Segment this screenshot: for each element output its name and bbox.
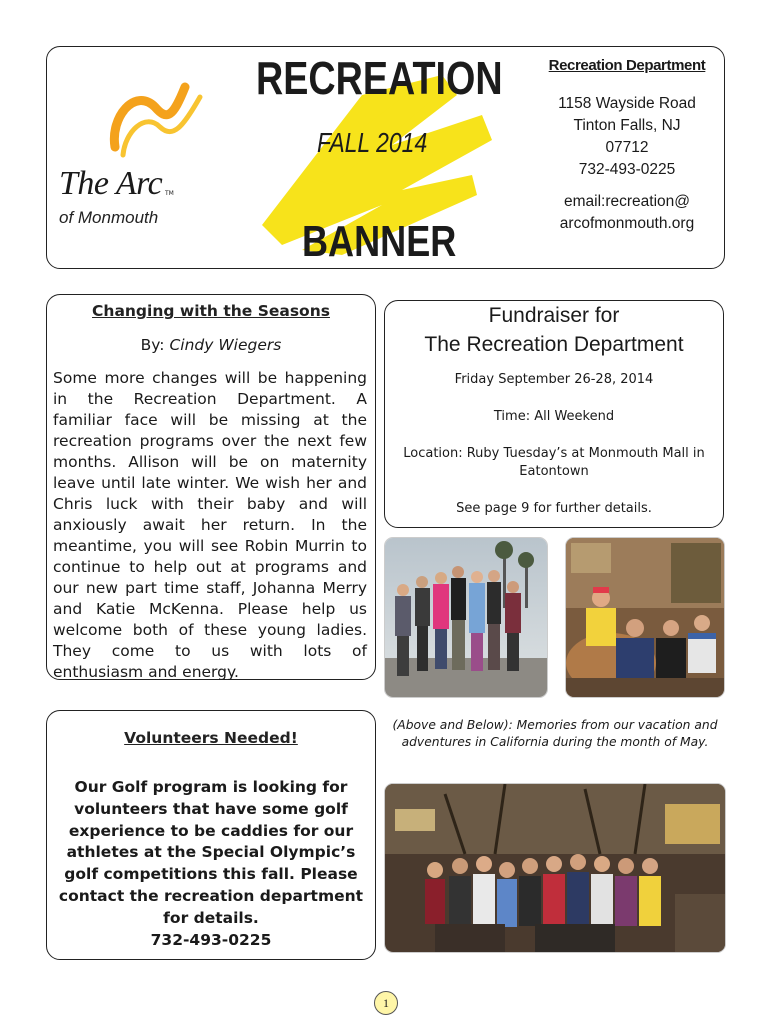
logo-trademark: TM [165, 190, 174, 197]
arc-logo [57, 77, 237, 247]
newsletter-title-bottom: BANNER [302, 217, 457, 266]
logo-name: The Arc [59, 165, 163, 202]
contact-block [532, 55, 722, 235]
logo-location: of Monmouth [59, 208, 159, 227]
arc-swoosh-icon [105, 77, 225, 172]
header-banner [46, 46, 725, 269]
photo-caption: (Above and Below): Memories from our vacation and adventures in California during the month of May. [392, 718, 718, 749]
page-number: 1 [374, 991, 398, 1015]
byline-by: By: [140, 336, 165, 354]
volunteers-phone: 732-493-0225 [150, 930, 272, 949]
contact-dept: Recreation Department [548, 57, 706, 74]
seasons-body: Some more changes will be happening in the Recreation Department. A familiar face will be missing at the recreation programs over the next few months. Allison will be on maternity leave until late winter. We wish her and Chris luck with their baby and will anxiously await her return. In the meantime, you will see Robin Murrin to continue to help out at programs and our new part time staff, Johanna Merry and Katie McKenna. Please help us welcome both of these young ladies. They come to us with lots of enthusiasm and energy. [53, 369, 367, 681]
fundraiser-location: Location: Ruby Tuesday’s at Monmouth Mall in Eatontown [403, 446, 705, 479]
fundraiser-heading-line2: The Recreation Department [424, 333, 684, 356]
volunteers-article [46, 710, 376, 960]
volunteers-body: Our Golf program is looking for volunteers that have some golf experience to be caddies for our athletes at the Special Olympic’s golf competitions this fall. Please contact the recreation department for details. [58, 778, 364, 927]
fundraiser-heading [385, 301, 723, 359]
fundraiser-box [384, 300, 724, 528]
contact-zip: 07712 [605, 139, 649, 156]
contact-email-line2: arcofmonmouth.org [559, 215, 695, 232]
contact-address1: 1158 Wayside Road [558, 95, 696, 112]
volunteers-title: Volunteers Needed! [124, 729, 298, 747]
newsletter-season: FALL 2014 [317, 127, 428, 158]
seasons-byline [47, 336, 375, 354]
contact-phone: 732-493-0225 [578, 161, 676, 178]
byline-author: Cindy Wiegers [169, 336, 282, 354]
contact-email-line1: email:recreation@ [563, 193, 690, 210]
newsletter-title-top: RECREATION [256, 52, 503, 104]
seasons-article [46, 294, 376, 680]
room-photo [565, 537, 725, 698]
fundraiser-see-page: See page 9 for further details. [456, 501, 652, 516]
boardwalk-photo [384, 537, 548, 698]
seasons-title: Changing with the Seasons [92, 302, 330, 320]
contact-address2: Tinton Falls, NJ [573, 117, 681, 134]
fundraiser-time: Time: All Weekend [493, 409, 615, 424]
fundraiser-date: Friday September 26-28, 2014 [454, 372, 654, 387]
group-photo [384, 783, 726, 953]
fundraiser-heading-line1: Fundraiser for [488, 304, 620, 327]
